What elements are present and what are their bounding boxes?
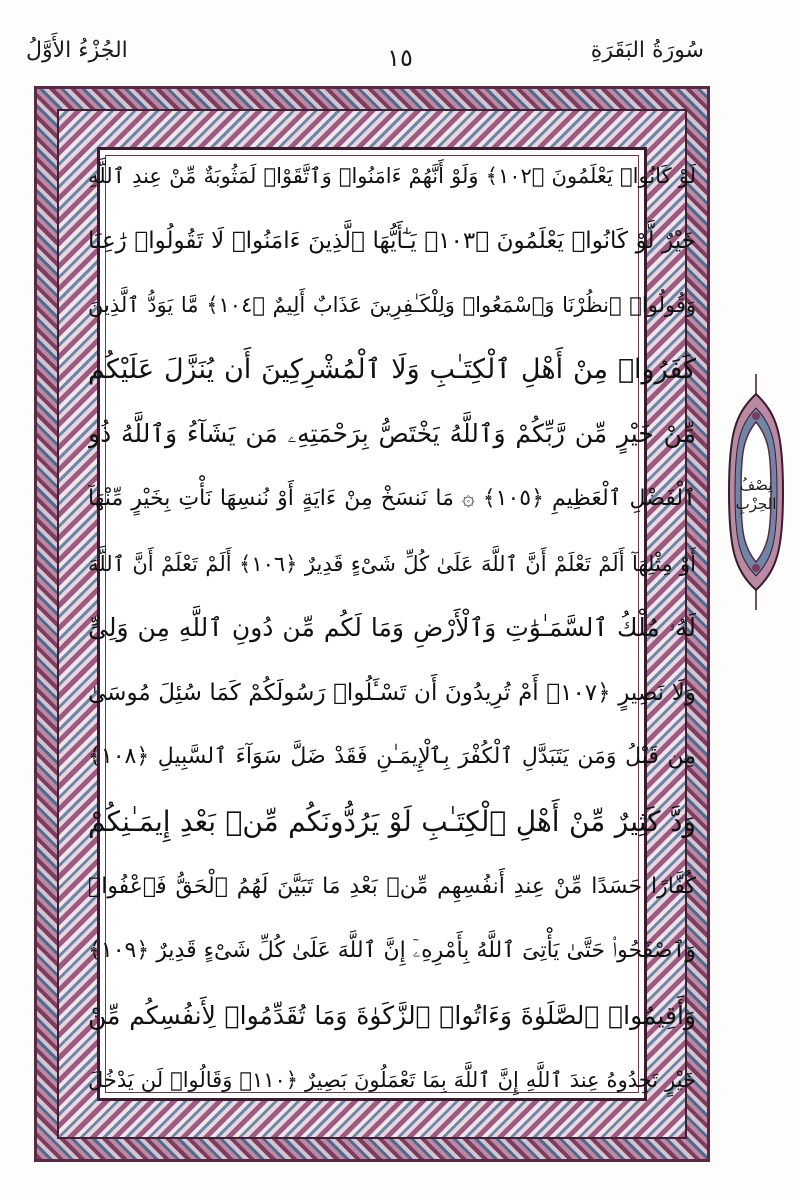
text-line: وَلَا نَصِيرٍ ﴿١٠٧﴾ أَمْ تُرِيدُونَ أَن تَسْـَٔلُوا۟ رَسُولَكُمْ كَمَا سُئِلَ مُوسَىٰ	[88, 679, 696, 706]
page-number: ١٥	[387, 44, 413, 72]
text-line: ٱلْفَضْلِ ٱلْعَظِيمِ ﴿١٠٥﴾ ۞ مَا نَنسَخْ مِنْ ءَايَةٍ أَوْ نُنسِهَا نَأْتِ بِخَيْرٍ مِّنْهَآ	[88, 485, 696, 511]
hizb-label-bottom: الحِزْبِ	[735, 495, 777, 513]
text-line: مِن قَبْلُ وَمَن يَتَبَدَّلِ ٱلْكُفْرَ بِٱلْإِيمَـٰنِ فَقَدْ ضَلَّ سَوَآءَ ٱلسَّبِيلِ ﴿١٠٨﴾	[88, 744, 696, 770]
text-line: وَدَّ كَثِيرٌ مِّنْ أَهْلِ ٱلْكِتَـٰبِ لَوْ يَرُدُّونَكُم مِّنۢ بَعْدِ إِيمَـٰنِكُمْ	[88, 804, 696, 838]
text-line: وَقُولُوا۟ ٱنظُرْنَا وَٱسْمَعُوا۟ وَلِلْكَـٰفِرِينَ عَذَابٌ أَلِيمٌ ﴿١٠٤﴾ مَّا يَوَدُّ ٱلَّذِينَ	[88, 293, 696, 318]
text-line: لَوْ كَانُوا۟ يَعْلَمُونَ ﴿١٠٢﴾ وَلَوْ أَنَّهُمْ ءَامَنُوا۟ وَٱتَّقَوْا۟ لَمَثُوبَةٌ مِّنْ عِندِ ٱللَّهِ	[88, 164, 696, 188]
hizb-marker-label	[725, 476, 787, 514]
text-line: كَفَرُوا۟ مِنْ أَهْلِ ٱلْكِتَـٰبِ وَلَا ٱلْمُشْرِكِينَ أَن يُنَزَّلَ عَلَيْكُم	[88, 353, 696, 385]
juz-name: الجُزْءُ الأَوَّلُ	[26, 38, 128, 63]
quran-text-block	[88, 144, 696, 1093]
hizb-marker	[725, 374, 787, 610]
text-line: خَيْرٌ لَّوْ كَانُوا۟ يَعْلَمُونَ ﴿١٠٣﴾ يَـٰٓأَيُّهَا ٱلَّذِينَ ءَامَنُوا۟ لَا تَقُولُوا۟ رَٰعِنَا	[88, 227, 696, 254]
text-line: أَوْ مِثْلِهَآ أَلَمْ تَعْلَمْ أَنَّ ٱللَّهَ عَلَىٰ كُلِّ شَىْءٍ قَدِيرٌ ﴿١٠٦﴾ أَلَمْ تَعْلَمْ أَنَّ ٱللَّهَ	[88, 551, 696, 576]
text-line: كُفَّارًا حَسَدًا مِّنْ عِندِ أَنفُسِهِم مِّنۢ بَعْدِ مَا تَبَيَّنَ لَهُمُ ٱلْحَقُّ فَٱعْفُوا۟	[88, 873, 696, 899]
text-line: خَيْرٍ تَجِدُوهُ عِندَ ٱللَّهِ إِنَّ ٱللَّهَ بِمَا تَعْمَلُونَ بَصِيرٌ ﴿١١٠﴾ وَقَالُوا۟ لَن يَدْخُلَ	[88, 1068, 696, 1093]
surah-name: سُورَةُ البَقَرَةِ	[590, 38, 704, 63]
text-line: وَٱصْفَحُوا۟ حَتَّىٰ يَأْتِىَ ٱللَّهُ بِأَمْرِهِۦٓ إِنَّ ٱللَّهَ عَلَىٰ كُلِّ شَىْءٍ قَدِيرٌ ﴿١٠٩﴾	[88, 938, 696, 964]
text-line: مِّنْ خَيْرٍ مِّن رَّبِّكُمْ وَٱللَّهُ يَخْتَصُّ بِرَحْمَتِهِۦ مَن يَشَآءُ وَٱللَّهُ ذُو	[88, 419, 696, 449]
hizb-label-top: نِصْفُ	[739, 476, 773, 494]
text-line: وَأَقِيمُوا۟ ٱلصَّلَوٰةَ وَءَاتُوا۟ ٱلزَّكَوٰةَ وَمَا تُقَدِّمُوا۟ لِأَنفُسِكُم مِّنْ	[88, 1000, 696, 1030]
text-line: لَهُۥ مُلْكُ ٱلسَّمَـٰوَٰتِ وَٱلْأَرْضِ وَمَا لَكُم مِّن دُونِ ٱللَّهِ مِن وَلِىٍّ	[88, 613, 696, 643]
